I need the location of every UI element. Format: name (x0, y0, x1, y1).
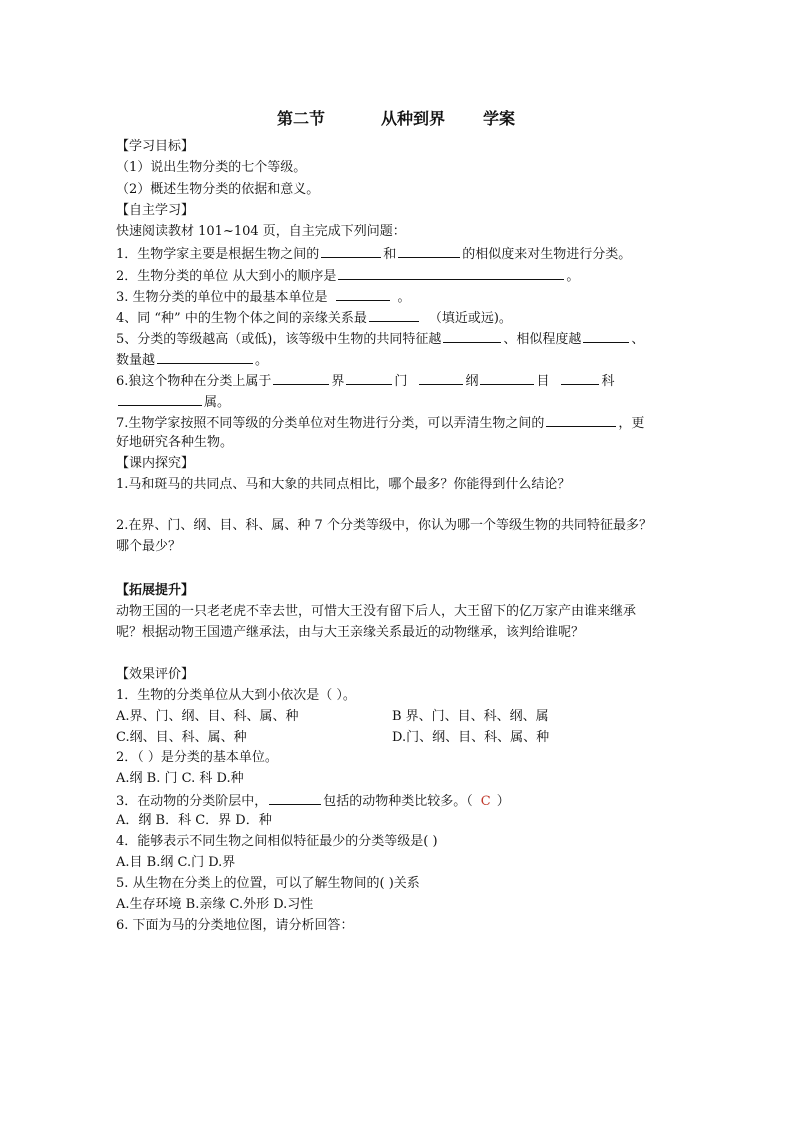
answer-blank[interactable] (118, 393, 202, 406)
answer-blank[interactable] (321, 245, 381, 258)
mcq-4: 4．能够表示不同生物之间相似特征最少的分类等级是( ) (116, 834, 438, 849)
question-2: 2．生物分类的单位 从大到小的顺序是 。 (116, 269, 580, 284)
question-6-cont: 属。 (116, 393, 230, 411)
explore-question-2: 2.在界、门、纲、目、科、属、种 7 个分类等级中，你认为哪一个等级生物的共同特征最多？ (116, 518, 652, 533)
question-1: 1．生物学家主要是根据生物之间的 和 的相似度来对生物进行分类。 (116, 247, 632, 262)
extend-text-2: 呢？根据动物王国遗产继承法，由与大王亲缘关系最近的动物继承，该判给谁呢？ (116, 625, 585, 640)
answer-blank[interactable] (273, 372, 329, 385)
answer-blank[interactable] (346, 372, 392, 385)
goal-2: （2）概述生物分类的依据和意义。 (116, 182, 320, 197)
question-7-cont: 好地研究各种生物。 (116, 435, 234, 450)
answer-blank[interactable] (338, 267, 564, 280)
answer-blank[interactable] (398, 245, 460, 258)
mcq-3-options[interactable]: A．纲 B．科 C．界 D．种 (116, 813, 272, 828)
mcq-1-options-row2 (116, 730, 550, 746)
mcq-5-options[interactable]: A.生存环境 B.亲缘 C.外形 D.习性 (116, 897, 314, 912)
question-6-diagram-prompt: 6. 下面为马的分类地位图，请分析回答： (116, 918, 354, 933)
answer-blank[interactable] (561, 372, 599, 385)
explore-question-1: 1.马和斑马的共同点、马和大象的共同点相比，哪个最多？你能得到什么结论？ (116, 477, 571, 492)
mcq-1-option-c[interactable]: C.纲、目、科、属、种 (116, 730, 247, 745)
mcq-1-options-row1 (116, 709, 549, 725)
answer-blank[interactable] (583, 330, 629, 343)
self-study-header: 【自主学习】 (116, 203, 195, 218)
mcq-1-option-b[interactable]: B 界、门、目、科、纲、属 (392, 709, 549, 724)
answer-blank[interactable] (546, 414, 616, 427)
mcq-1: 1．生物的分类单位从大到小依次是（ ）。 (116, 688, 356, 703)
question-5-cont: 数量越 。 (116, 353, 269, 368)
explore-question-2-cont: 哪个最少？ (116, 539, 182, 554)
goals-header: 【学习目标】 (116, 139, 195, 154)
answer-blank[interactable] (269, 792, 321, 805)
mcq-5: 5. 从生物在分类上的位置，可以了解生物间的( )关系 (116, 876, 420, 891)
question-6: 6.狼这个物种在分类上属于 界 门 纲 目 科 (116, 374, 615, 389)
mcq-1-option-d[interactable]: D.门、纲、目、科、属、种 (392, 730, 550, 745)
page-title (116, 106, 676, 129)
question-3: 3. 生物分类的单位中的最基本单位是 。 (116, 290, 411, 305)
answer-blank[interactable] (443, 330, 501, 343)
title-type: 学案 (483, 109, 516, 128)
question-4: 4、同 “种” 中的生物个体之间的亲缘关系最 （填近或远)。 (116, 311, 512, 326)
explore-header: 【课内探究】 (116, 456, 195, 471)
self-study-intro: 快速阅读教材 101~104 页，自主完成下列问题： (116, 224, 406, 239)
title-section: 第二节 (276, 109, 325, 128)
extend-header: 【拓展提升】 (116, 583, 195, 598)
mcq-1-option-a[interactable]: A.界、门、纲、目、科、属、种 (116, 709, 299, 724)
mcq-4-options[interactable]: A.目 B.纲 C.门 D.界 (116, 855, 236, 870)
answer-blank[interactable] (419, 372, 463, 385)
answer-blank[interactable] (369, 309, 419, 322)
title-topic: 从种到界 (380, 109, 445, 128)
question-7: 7.生物学家按照不同等级的分类单位对生物进行分类，可以弄清生物之间的 ，更 (116, 416, 645, 431)
mcq-3: 3．在动物的分类阶层中， 包括的动物种类比较多。（ C ） (116, 794, 510, 809)
answer-blank[interactable] (336, 288, 390, 301)
answer-blank[interactable] (157, 351, 253, 364)
goal-1: （1）说出生物分类的七个等级。 (116, 160, 307, 175)
mcq-3-answer: C (480, 794, 491, 809)
mcq-2-options[interactable]: A.纲 B. 门 C. 科 D.种 (116, 771, 244, 786)
answer-blank[interactable] (480, 372, 534, 385)
extend-text-1: 动物王国的一只老老虎不幸去世，可惜大王没有留下后人，大王留下的亿万家产由谁来继承 (116, 604, 637, 619)
eval-header: 【效果评价】 (116, 667, 195, 682)
mcq-2: 2．（ ）是分类的基本单位。 (116, 750, 278, 765)
question-5: 5、分类的等级越高（或低)，该等级中生物的共同特征越 、相似程度越 、 (116, 332, 645, 347)
